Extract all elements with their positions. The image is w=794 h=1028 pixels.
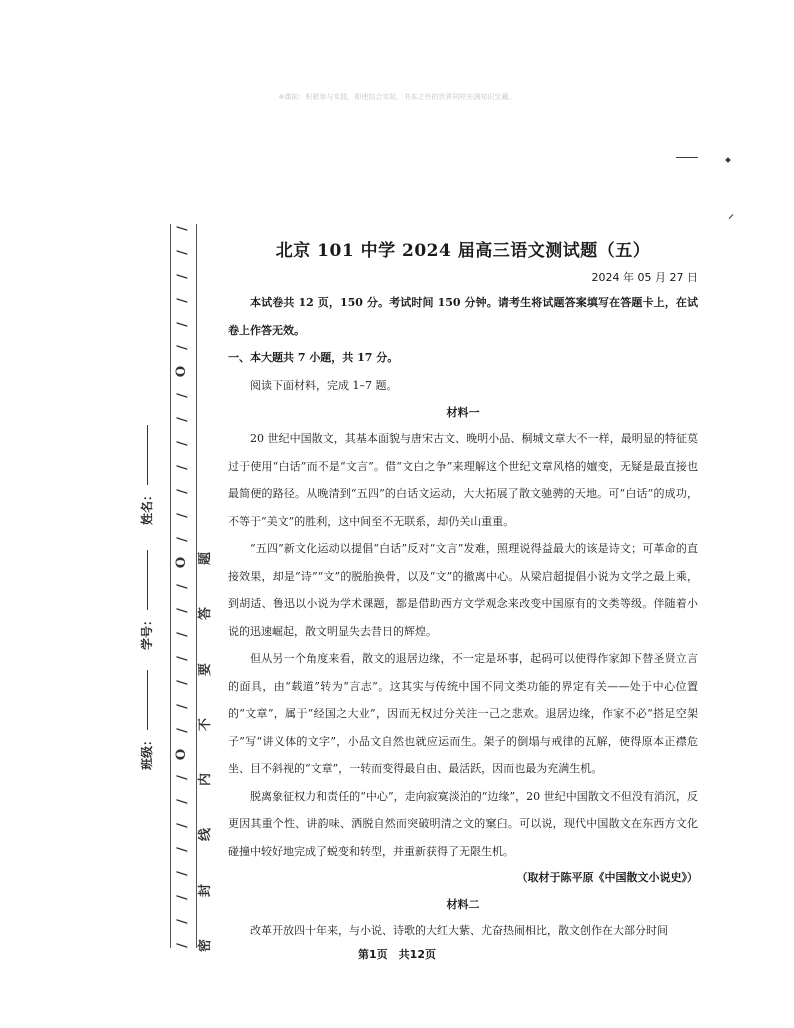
binding-glyph: / [174,608,190,614]
binding-glyph: O [174,557,190,569]
binding-glyph: / [174,727,190,733]
section-heading: 一、本大题共 7 小题，共 17 分。 [228,351,399,364]
binding-glyph: 要 [198,662,214,676]
binding-glyph: / [174,703,190,709]
binding-glyph: 线 [198,828,214,842]
binding-glyph: O [174,748,190,760]
page-footer: 第1页 共12页 [358,948,436,961]
name-field: 姓名： [138,425,155,525]
binding-glyph: / [174,512,190,518]
material-2-title: 材料二 [446,898,480,911]
material-1-paragraph: 脱离象征权力和责任的“中心”，走向寂寞淡泊的“边缘”，20 世纪中国散文不但没有消沉，反更因其重个性、讲韵味、洒脱自然而突破明清之文的窠臼。可以说，现代中国散文在东西方文化碰撞中较好地完成了蜕变和转型，并重新获得了无限生机。 [228,789,698,858]
material-1-title: 材料一 [446,406,480,419]
binding-glyph: / [174,584,190,590]
binding-glyph: / [174,273,190,279]
binding-glyph: / [174,250,190,255]
binding-glyph: / [174,417,190,422]
exam-paper [228,236,698,945]
binding-glyph: / [174,345,190,351]
scan-mark [676,157,698,158]
binding-glyph: / [174,488,190,494]
exam-intro: 本试卷共 12 页，150 分。考试时间 150 分钟。请考生将试题答案填写在答题卡上，在试卷上作答无效。 [228,296,698,337]
material-1-source: （取材于陈平原《中国散文小说史》） [516,871,698,884]
material-1-paragraph: 20 世纪中国散文，其基本面貌与唐宋古文、晚明小品、桐城文章大不一样，最明显的特征莫过于使用“白话”而不是“文言”。借“文白之争”来理解这个世纪文章风格的嬗变，无疑是最直接也最简便的路径。从晚清到“五四”的白话文运动，大大拓展了散文驰骋的天地。可“白话”的成功，不等于“美文”的胜利，这中间至不无联系，却仍关山重重。 [228,432,698,528]
binding-glyph: / [174,441,190,446]
binding-glyph: 答 [198,607,214,621]
binding-outer-column [174,222,190,952]
binding-glyph: 封 [198,883,214,897]
binding-notice-column [198,552,214,952]
binding-glyph: / [174,393,190,399]
watermark: ※课前：积极参与实践，即使结合实际，书本之外的世界同样充满知识宝藏。 [278,93,516,101]
binding-glyph: / [174,871,190,876]
binding-glyph: 不 [198,717,214,731]
binding-glyph: 内 [198,773,214,787]
binding-glyph: / [174,823,190,829]
binding-glyph: O [174,366,190,378]
binding-glyph: / [174,226,190,231]
student-id-field: 学号： [138,550,155,650]
binding-glyph: / [174,799,190,805]
binding-glyph: 题 [198,551,214,566]
binding-glyph: / [174,895,190,900]
binding-glyph: / [174,656,190,661]
binding-glyph: / [174,680,190,685]
binding-glyph: / [174,918,190,924]
binding-glyph: / [174,297,190,303]
binding-glyph: / [174,632,190,638]
scan-mark [729,214,734,219]
binding-glyph: / [174,775,190,781]
material-2-paragraph: 改革开放四十年来，与小说、诗歌的大红大紫、尤奋热闹相比，散文创作在大部分时间 [250,924,668,937]
binding-glyph: / [174,465,190,470]
exam-date: 2024 年 05 月 27 日 [591,271,698,284]
scan-mark [725,157,731,163]
binding-glyph: / [174,321,190,327]
student-info-fields [138,410,160,770]
section-instruction: 阅读下面材料，完成 1–7 题。 [250,378,398,392]
binding-glyph: / [174,942,190,948]
binding-glyph: / [174,847,190,853]
binding-glyph: / [174,536,190,542]
class-field: 班级： [138,670,155,770]
material-1-paragraph: 但从另一个角度来看，散文的退居边缘，不一定是坏事，起码可以使得作家卸下替圣贤立言的面具，由“载道”转为“言志”。这其实与传统中国不同文类功能的界定有关——处于中心位置的“文章”，属于“经国之大业”，因而无权过分关注一己之悲欢。退居边缘，作家不必“搭足空架子”写“讲义体的文字”，小品文自然也就应运而生。架子的倒塌与戒律的瓦解，使得原本正襟危坐、目不斜视的“文章”，一转而变得最自由、最活跃，因而也最为充满生机。 [228,652,698,775]
binding-glyph: 密 [198,938,214,952]
page-title: 北京 101 中学 2024 届高三语文测试题（五） [275,241,651,261]
material-1-paragraph: “五四”新文化运动以提倡“白话”反对“文言”发难，照理说得益最大的该是诗文；可革命的直接效果，却是“诗”“文”的脱胎换骨，以及“文”的撤离中心。从梁启超提倡小说为文学之最上乘，到胡适、鲁迅以小说为学术课题，都是借助西方文学观念来改变中国原有的文类等级。伴随着小说的迅速崛起，散文明显失去昔日的辉煌。 [228,542,698,638]
